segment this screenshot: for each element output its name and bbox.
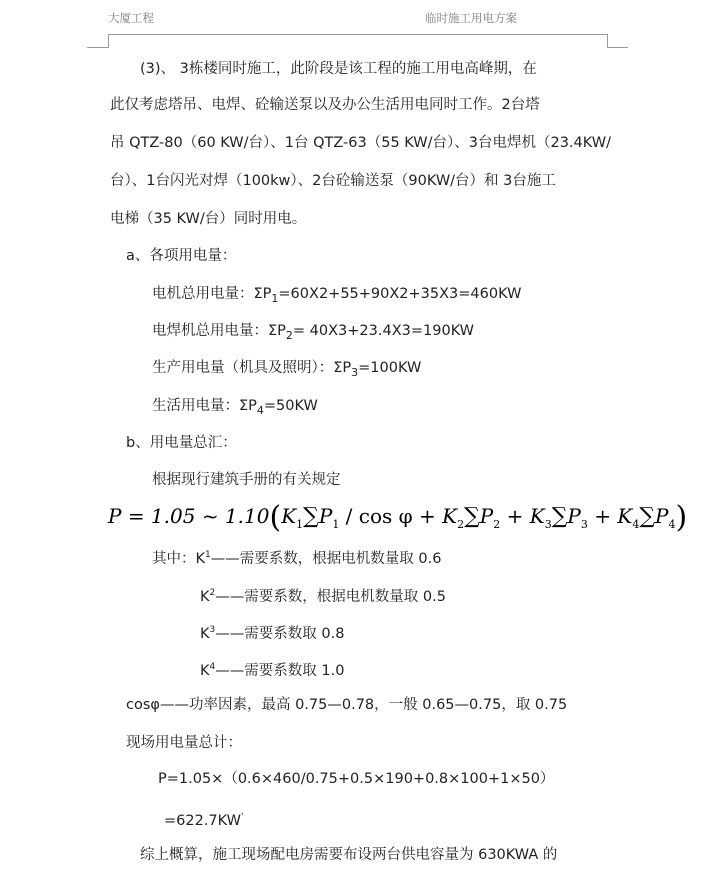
formula-p2: P [479, 504, 494, 528]
formula-k4-sub: 4 [632, 518, 640, 531]
formula-k1-sub: 1 [296, 518, 304, 531]
formula-open-paren: ( [269, 500, 282, 535]
formula-p2-sub: 2 [493, 518, 501, 531]
formula-plus-2: + [587, 504, 618, 528]
welder-power-value: = 40X3+23.4X3=190KW [292, 323, 475, 339]
formula-close-paren: ) [675, 500, 688, 535]
living-power-subscript: 4 [256, 403, 264, 417]
calculation-result-value: =622.7KW [164, 812, 241, 829]
coefficient-k2-line [200, 584, 446, 606]
crop-mark-left-h [87, 47, 108, 48]
living-power-label: 生活用电量：ΣP [152, 398, 257, 414]
formula-sum-3: ∑ [551, 504, 568, 529]
coefficient-k3-label: K [200, 625, 210, 642]
coefficient-k3-sup: 3 [209, 625, 216, 635]
coefficient-k4-sup: 4 [209, 662, 216, 672]
section-a-heading: a、各项用电量： [126, 248, 237, 264]
production-power-line [152, 359, 421, 382]
welder-power-subscript: 2 [285, 328, 293, 342]
regulation-intro: 根据现行建筑手册的有关规定 [152, 472, 341, 488]
living-power-value: =50KW [263, 398, 318, 414]
welder-power-label: 电焊机总用电量：ΣP [152, 323, 286, 339]
coefficient-k1-sup: 1 [205, 550, 211, 560]
calculation-line: P=1.05×（0.6×460/0.75+0.5×190+0.8×100+1×50） [158, 771, 555, 787]
calculation-result [164, 808, 243, 830]
coefficient-k3-line [200, 621, 344, 643]
living-power-line [152, 397, 318, 420]
coefficient-k4-label: K [200, 662, 210, 679]
site-total-heading: 现场用电量总计： [126, 735, 242, 751]
header-document-title: 临时施工用电方案 [425, 11, 517, 25]
coefficient-k4-desc: ——需要系数取 1.0 [215, 662, 345, 679]
paragraph-line-3: 吊 QTZ-80（60 KW/台）、1台 QTZ-63（55 KW/台）、3台电焊机（23.4KW/ [110, 135, 611, 151]
formula-p1-sub: 1 [332, 518, 340, 531]
power-formula [108, 500, 687, 535]
motor-power-value: =60X2+55+90X2+35X3=460KW [278, 286, 522, 302]
formula-p3-sub: 3 [580, 518, 588, 531]
coefficient-k3-desc: ——需要系数取 0.8 [215, 625, 345, 642]
calculation-result-mark: ' [241, 812, 244, 822]
coefficient-k2-label: K [200, 588, 210, 605]
coefficient-k4-line [200, 658, 344, 680]
welder-power-line [152, 322, 474, 345]
header-project-name: 大厦工程 [108, 11, 154, 25]
formula-p1: P [318, 504, 333, 528]
crop-mark-left [87, 34, 109, 48]
coefficient-k1-line [152, 546, 441, 568]
production-power-label: 生产用电量（机具及照明）：ΣP [152, 360, 352, 376]
summary-line: 综上概算，施工现场配电房需要布设两台供电容量为 630KWA 的 [140, 847, 558, 863]
formula-k2: K [442, 504, 458, 528]
formula-k4: K [617, 504, 633, 528]
header-rule [108, 34, 608, 35]
coefficient-k1-desc: ——需要系数，根据电机数量取 0.6 [210, 550, 442, 567]
formula-k1: K [281, 504, 297, 528]
paragraph-line-2: 此仅考虑塔吊、电焊、砼输送泵以及办公生活用电同时工作。2台塔 [110, 97, 540, 113]
coefficient-k1-label: 其中：K [152, 550, 206, 567]
formula-sum-4: ∑ [639, 504, 656, 529]
motor-power-subscript: 1 [271, 291, 279, 305]
formula-k3-sub: 3 [544, 518, 552, 531]
production-power-value: =100KW [358, 360, 422, 376]
formula-sum-1: ∑ [303, 504, 319, 529]
power-factor-line: cosφ——功率因素，最高 0.75—0.78，一般 0.65—0.75，取 0.75 [126, 697, 568, 713]
paragraph-line-5: 电梯（35 KW/台）同时用电。 [110, 211, 307, 227]
formula-p4: P [655, 504, 669, 528]
formula-p4-sub: 4 [668, 518, 676, 531]
coefficient-k2-desc: ——需要系数，根据电机数量取 0.5 [215, 588, 446, 605]
paragraph-line-1: (3)、 3栋楼同时施工，此阶段是该工程的施工用电高峰期，在 [140, 61, 537, 77]
motor-power-line [152, 285, 521, 308]
formula-lhs: P = 1.05 ~ 1.10 [108, 504, 270, 528]
crop-mark-right [607, 34, 629, 48]
formula-p3: P [567, 504, 581, 528]
motor-power-label: 电机总用电量：ΣP [152, 286, 272, 302]
formula-k2-sub: 2 [457, 518, 465, 531]
formula-plus-1: + [500, 504, 530, 528]
paragraph-line-4: 台）、1台闪光对焊（100kw）、2台砼输送泵（90KW/台）和 3台施工 [110, 173, 556, 189]
section-b-heading: b、用电量总汇： [126, 435, 237, 451]
formula-cos: / cos φ + [339, 504, 443, 528]
crop-mark-right-h [607, 47, 628, 48]
formula-sum-2: ∑ [464, 504, 480, 529]
formula-k3: K [529, 504, 545, 528]
production-power-subscript: 3 [351, 365, 359, 379]
coefficient-k2-sup: 2 [209, 588, 216, 598]
